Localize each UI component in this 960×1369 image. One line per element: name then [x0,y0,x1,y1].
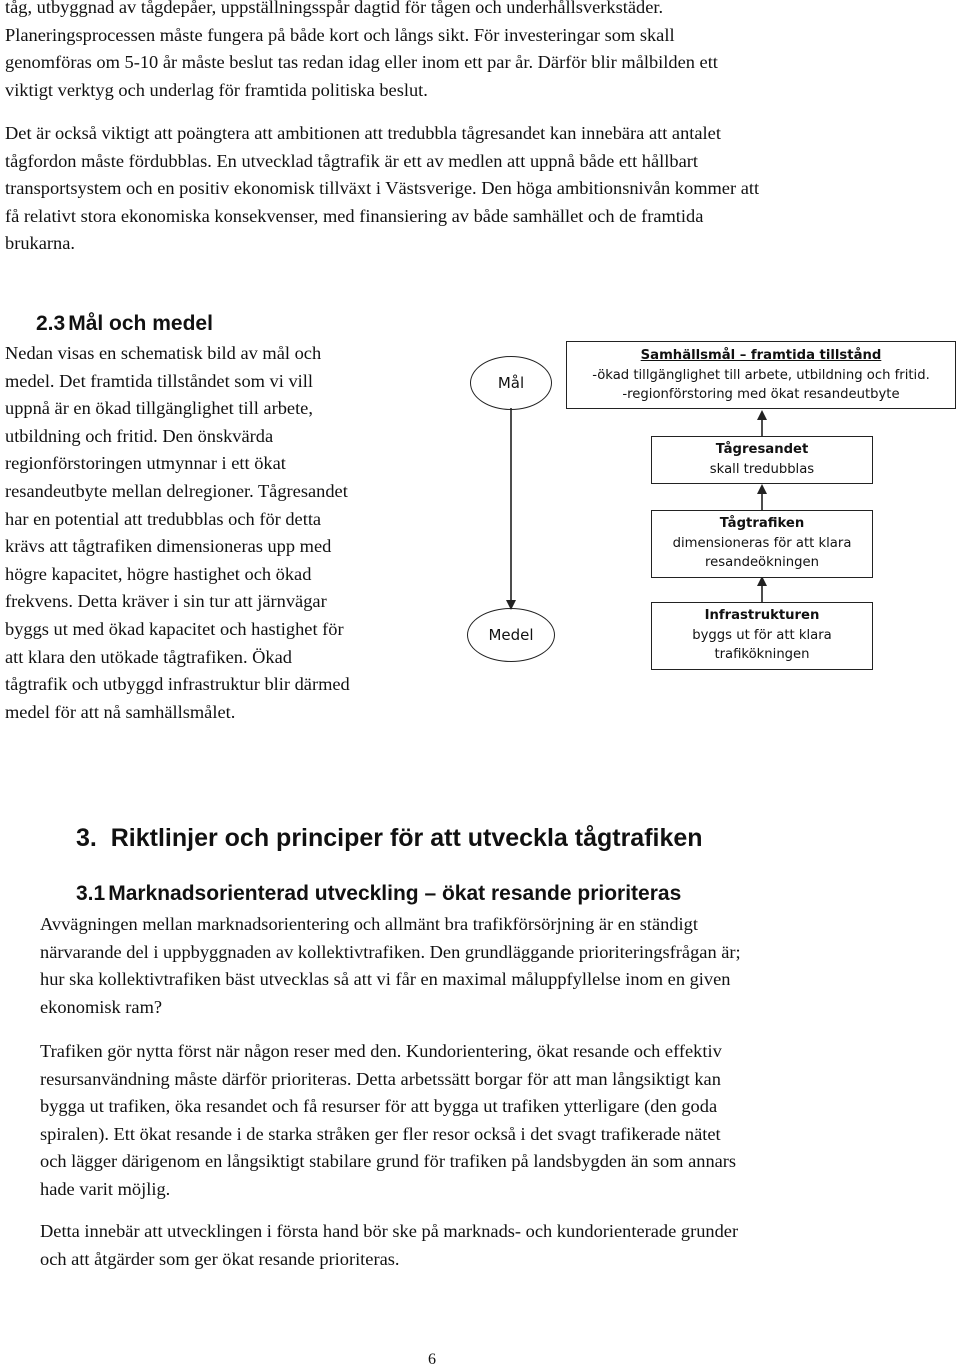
text-line: medel för att nå samhällsmålet. [5,701,236,722]
text-line: bygga ut trafiken, öka resandet och få resurser för att bygga ut trafiken ytterligare (den goda [40,1096,718,1117]
text-line: frekvens. Detta kräver i sin tur att järnvägar [5,591,327,612]
text-line: viktigt verktyg och underlag för framtida politiska beslut. [5,79,428,100]
text-line: och att åtgärder som ger ökat resande prioriteras. [40,1248,400,1269]
text-line: högre kapacitet, högre hastighet och ökad [5,563,312,584]
text-line: Trafiken gör nytta först när någon reser med den. Kundorientering, ökat resande och effektiv [40,1041,722,1061]
section-3-1-paragraph-1 [40,911,940,1021]
means-label: Medel [488,626,534,644]
box-title: Tågtrafiken [719,516,805,531]
box-train-traffic [651,510,873,578]
box-line: dimensioneras för att klara [672,535,852,551]
text-line: har en potential att tredubblas och för detta [5,508,322,529]
text-line: hade varit möjlig. [40,1178,171,1199]
box-line: -ökad tillgänglighet till arbete, utbildning och fritid. [592,367,930,383]
section-3-heading: 3. Riktlinjer och principer för att utveckla tågtrafiken [76,824,703,852]
box-title: Samhällsmål – framtida tillstånd [640,348,882,363]
text-line: resursanvändning måste därför prioriteras. Detta arbetssätt borgar för att man långsiktigt kan [40,1068,721,1089]
text-line: uppnå är en ökad tillgänglighet till arbete, [5,398,313,419]
section-number: 2.3 [36,312,66,335]
box-infrastructure [651,602,873,670]
box-line: resandeökningen [705,555,819,571]
section-3-1-heading [76,882,681,906]
text-line: ekonomisk ram? [40,996,163,1017]
section-3-1-paragraph-3 [40,1218,940,1273]
goal-oval [470,356,552,410]
text-line: byggs ut med ökad kapacitet och hastighet för [5,618,344,639]
section-title: Mål och medel [68,312,213,335]
section-number: 3.1 [76,882,106,905]
goal-box-societal [566,341,956,409]
text-line: Det är också viktigt att poängtera att ambitionen att tredubbla tågresandet kan innebära att antalet [5,123,721,143]
text-line: regionförstoringen utmynnar i ett ökat [5,453,286,474]
text-line: tågfordon måste fördubblas. En utvecklad tågtrafik är ett av medlen att uppnå både ett hållbart [5,150,698,171]
text-line: spiralen). Ett ökat resande i de starka stråken ger fler resor också i det svagt trafikerade nätet [40,1123,721,1144]
box-title: Tågresandet [715,442,809,457]
box-line: -regionförstoring med ökat resandeutbyte [622,387,900,403]
text-line: tågtrafik och utbyggd infrastruktur blir därmed [5,674,350,695]
text-line: brukarna. [5,233,75,254]
page-number: 6 [428,1351,436,1368]
text-line: genomföras om 5-10 år måste beslut tas redan idag eller inom ett par år. Därför blir målbilden ett [5,52,718,73]
text-line: att klara den utökade tågtrafiken. Ökad [5,646,292,667]
section-3-1-paragraph-2 [40,1038,940,1204]
text-line: Avvägningen mellan marknadsorientering och allmänt bra trafikförsörjning är en ständigt [40,914,698,934]
box-train-travel [651,436,873,484]
text-line: och lägger därigenom en långsiktigt stabilare grund för trafiken på landsbygden än som annars [40,1151,737,1172]
section-title: Marknadsorienterad utveckling – ökat resande prioriteras [108,882,682,905]
text-line: få relativt stora ekonomiska konsekvenser, med finansiering av både samhället och de framtida [5,205,704,226]
text-line: Planeringsprocessen måste fungera på både kort och långs sikt. För investeringar som skall [5,24,675,45]
text-line: krävs att tågtrafiken dimensioneras upp med [5,536,332,557]
text-line: resandeutbyte mellan delregioner. Tågresandet [5,480,348,501]
box-line: trafikökningen [714,647,810,663]
box-line: skall tredubblas [709,461,815,477]
text-line: tåg, utbyggnad av tågdepåer, uppställningsspår dagtid för tågen och underhållsverkstäder. [5,0,664,17]
text-line: närvarande del i uppbyggnaden av kollektivtrafiken. Den grundläggande prioriteringsfrågan är; [40,941,741,962]
box-line: byggs ut för att klara [692,627,832,643]
text-line: hur ska kollektivtrafiken bäst utvecklas så att vi får en maximal måluppfyllelse inom en given [40,969,731,990]
text-line: Detta innebär att utvecklingen i första hand bör ske på marknads- och kundorienterade grunder [40,1221,739,1241]
text-line: medel. Det framtida tillståndet som vi vill [5,370,313,391]
box-title: Infrastrukturen [704,608,820,623]
means-oval [467,608,555,662]
text-line: Nedan visas en schematisk bild av mål och [5,343,322,363]
text-line: utbildning och fritid. Den önskvärda [5,425,274,446]
goal-label: Mål [497,374,525,392]
text-line: transportsystem och en positiv ekonomisk tillväxt i Västsverige. Den höga ambitionsnivån kommer att [5,178,760,199]
